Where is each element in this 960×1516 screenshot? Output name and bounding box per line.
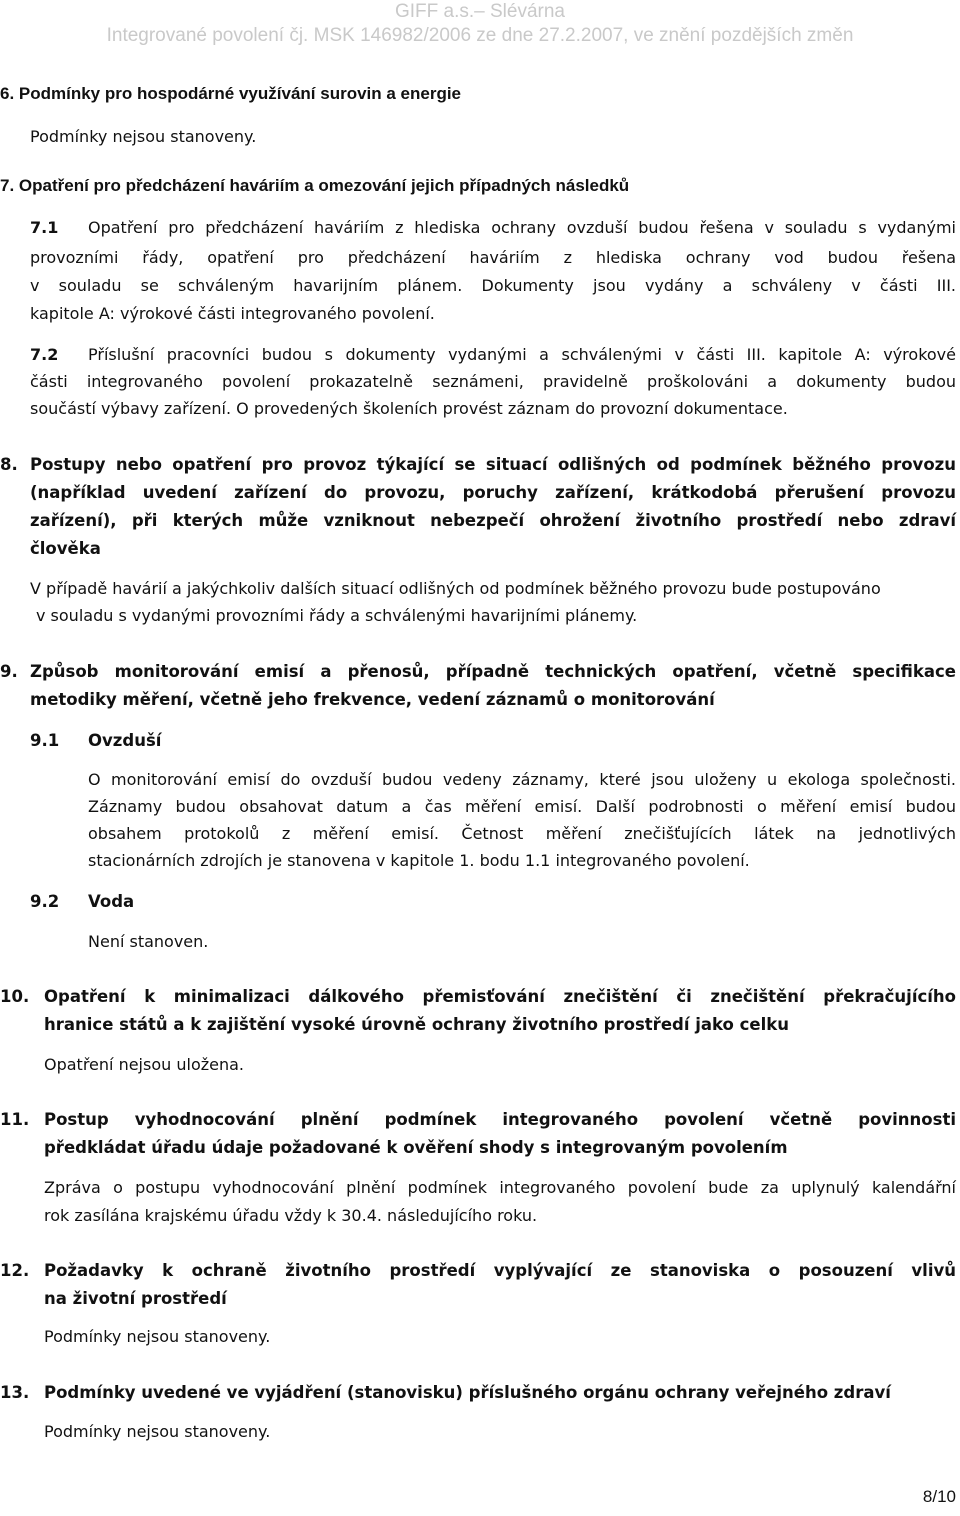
section-7-2-number: 7.2 [30,345,59,364]
section-8-heading-line-4: člověka [30,539,101,558]
section-8-text-line-1: V případě havárií a jakýchkoliv dalších situací odlišných od podmínek běžného provozu bude postupováno [30,579,881,598]
section-9-1-line-2: Záznamy budou obsahovat datum a čas měření emisí. Další podrobnosti o měření emisí budou [88,797,956,816]
section-9-2-text: Není stanoven. [88,932,209,951]
section-11-text-line-2: rok zasílána krajskému úřadu vždy k 30.4. následujícího roku. [44,1206,538,1225]
section-11-number: 11. [0,1110,30,1129]
section-12-number: 12. [0,1261,30,1280]
section-8-heading-line-1: Postupy nebo opatření pro provoz týkající se situací odlišných od podmínek běžného provozu [30,455,956,474]
section-7-2-line-3: součástí výbavy zařízení. O provedených školeních provést záznam do provozní dokumentace. [30,399,788,418]
section-9-number: 9. [0,662,18,681]
section-9-heading-line-1: Způsob monitorování emisí a přenosů, případně technických opatření, včetně specifikace [30,662,956,681]
section-9-heading-line-2: metodiky měření, včetně jeho frekvence, vedení záznamů o monitorování [30,690,715,709]
header-company: GIFF a.s.– Slévárna [394,1,565,22]
section-9-1-number: 9.1 [30,731,60,750]
section-11-text-line-1: Zpráva o postupu vyhodnocování plnění podmínek integrovaného povolení bude za uplynulý kalendářní [44,1178,956,1197]
section-10-heading-line-1: Opatření k minimalizaci dálkového přemisťování znečištění či znečištění překračujícího [44,987,956,1006]
section-12-heading-line-1: Požadavky k ochraně životního prostředí vyplývající ze stanoviska o posouzení vlivů [44,1261,956,1280]
section-8-heading-line-3: zařízení), při kterých může vzniknout nebezpečí ohrožení životního prostředí nebo zdraví [30,511,956,530]
section-9-1-line-3: obsahem protokolů z měření emisí. Četnost měření znečišťujících látek na jednotlivých [88,824,956,843]
section-11-heading-line-1: Postup vyhodnocování plnění podmínek integrovaného povolení včetně povinnosti [44,1110,956,1129]
section-8-number: 8. [0,455,18,474]
section-7-1-line-4: kapitole A: výrokové části integrovaného povolení. [30,304,435,323]
section-12-text: Podmínky nejsou stanoveny. [44,1327,271,1346]
section-6-heading: 6. Podmínky pro hospodárné využívání surovin a energie [0,84,462,103]
section-7-1-line-2: provozními řády, opatření pro předcházení haváriím z hlediska ochrany vod budou řešena [30,248,956,267]
section-6-text: Podmínky nejsou stanoveny. [30,127,257,146]
page-number: 8/10 [922,1487,956,1506]
section-10-number: 10. [0,987,30,1006]
section-9-1-line-4: stacionárních zdrojích je stanovena v kapitole 1. bodu 1.1 integrovaného povolení. [88,851,750,870]
section-9-1-line-1: O monitorování emisí do ovzduší budou vedeny záznamy, které jsou uloženy u ekologa společnosti. [88,770,956,789]
section-11-heading-line-2: předkládat úřadu údaje požadované k ověření shody s integrovaným povolením [44,1138,788,1157]
page-header [0,0,960,48]
section-7-1-line-3: v souladu se schváleným havarijním plánem. Dokumenty jsou vydány a schváleny v části III. [30,276,956,295]
section-10-heading-line-2: hranice států a k zajištění vysoké úrovně ochrany životního prostředí jako celku [44,1015,789,1034]
section-9-1-title: Ovzduší [88,731,162,750]
section-13-text: Podmínky nejsou stanoveny. [44,1422,271,1441]
section-7-heading: 7. Opatření pro předcházení haváriím a omezování jejich případných následků [0,176,630,195]
section-7-1-number: 7.1 [30,218,59,237]
section-9-2-title: Voda [88,892,135,911]
section-13-heading: Podmínky uvedené ve vyjádření (stanovisku) příslušného orgánu ochrany veřejného zdraví [44,1383,891,1402]
section-7-2-line-1: Příslušní pracovníci budou s dokumenty vydanými a schválenými v části III. kapitole A: výrokové [88,345,956,364]
section-7-1-line-1: Opatření pro předcházení haváriím z hlediska ochrany ovzduší budou řešena v souladu s vydanými [88,218,956,237]
section-8-text-line-2: v souladu s vydanými provozními řády a schválenými havarijními plánemy. [36,606,638,625]
section-10-text: Opatření nejsou uložena. [44,1055,244,1074]
header-reference: Integrované povolení čj. MSK 146982/2006 ze dne 27.2.2007, ve znění pozdějších změn [106,25,854,46]
section-8-heading-line-2: (například uvedení zařízení do provozu, poruchy zařízení, krátkodobá přerušení provozu [30,483,956,502]
section-13-number: 13. [0,1383,30,1402]
section-7-2-line-2: části integrovaného povolení prokazatelně seznámeni, pravidelně proškolováni a dokumenty budou [30,372,956,391]
section-12-heading-line-2: na životní prostředí [44,1289,227,1308]
section-9-2-number: 9.2 [30,892,60,911]
